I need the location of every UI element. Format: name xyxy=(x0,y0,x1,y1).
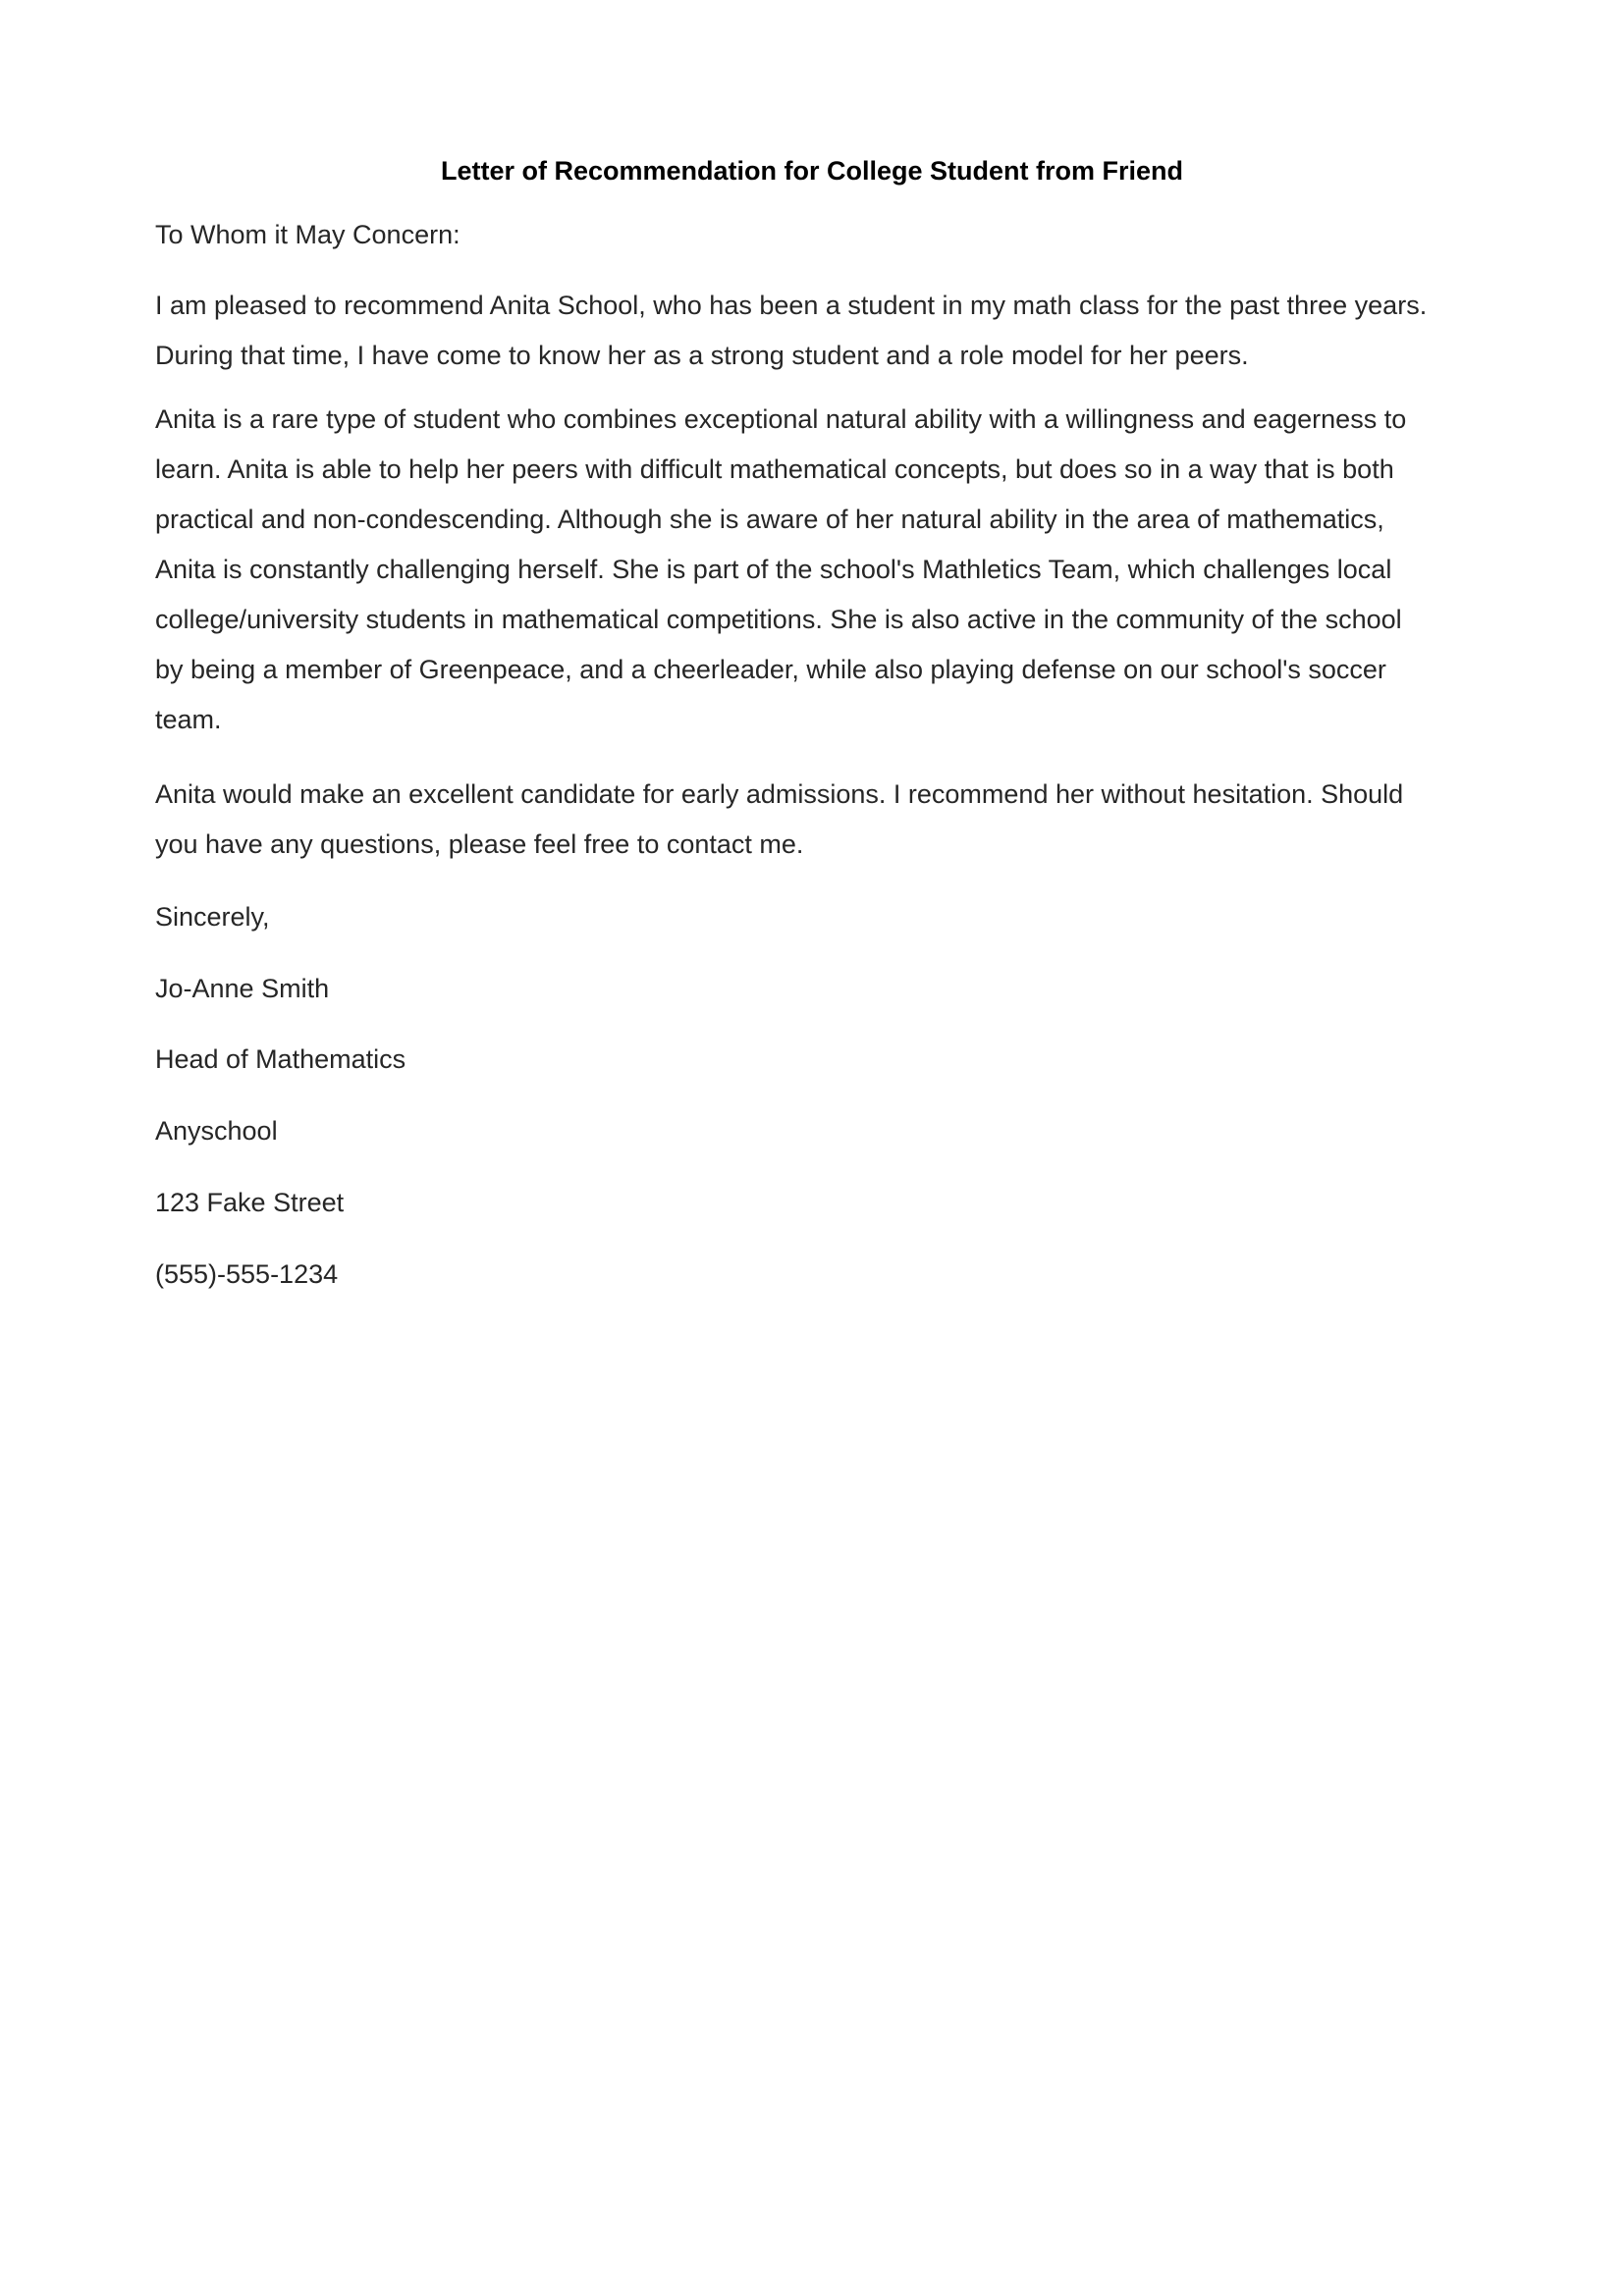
letter-title: Letter of Recommendation for College Student from Friend xyxy=(440,156,1184,186)
signer-name: Jo-Anne Smith xyxy=(155,974,330,1003)
paragraph-line: practical and non-condescending. Although she is aware of her natural ability in the area of mathematics, xyxy=(155,505,1384,534)
signer-position: Head of Mathematics xyxy=(155,1044,406,1074)
paragraph-line: you have any questions, please feel free to contact me. xyxy=(155,829,804,859)
paragraph-line: team. xyxy=(155,705,222,734)
salutation: To Whom it May Concern: xyxy=(155,220,460,249)
signer-phone: (555)-555-1234 xyxy=(155,1259,339,1289)
paragraph-line: by being a member of Greenpeace, and a cheerleader, while also playing defense on our school's soccer xyxy=(155,655,1386,684)
paragraph-line: Anita is constantly challenging herself. She is part of the school's Mathletics Team, which challenges local xyxy=(155,555,1392,584)
paragraph-line: college/university students in mathematical competitions. She is also active in the community of the school xyxy=(155,605,1402,634)
paragraph-line: I am pleased to recommend Anita School, who has been a student in my math class for the past three years. xyxy=(155,291,1428,320)
signer-address: 123 Fake Street xyxy=(155,1188,345,1217)
closing: Sincerely, xyxy=(155,902,270,932)
paragraph-line: Anita would make an excellent candidate for early admissions. I recommend her without hesitation. Should xyxy=(155,779,1404,809)
paragraph-line: learn. Anita is able to help her peers with difficult mathematical concepts, but does so in a way that is both xyxy=(155,454,1394,484)
paragraph-line: During that time, I have come to know her as a strong student and a role model for her peers. xyxy=(155,341,1249,370)
signer-school: Anyschool xyxy=(155,1116,278,1146)
paragraph-line: Anita is a rare type of student who combines exceptional natural ability with a willingness and eagerness to xyxy=(155,404,1407,434)
